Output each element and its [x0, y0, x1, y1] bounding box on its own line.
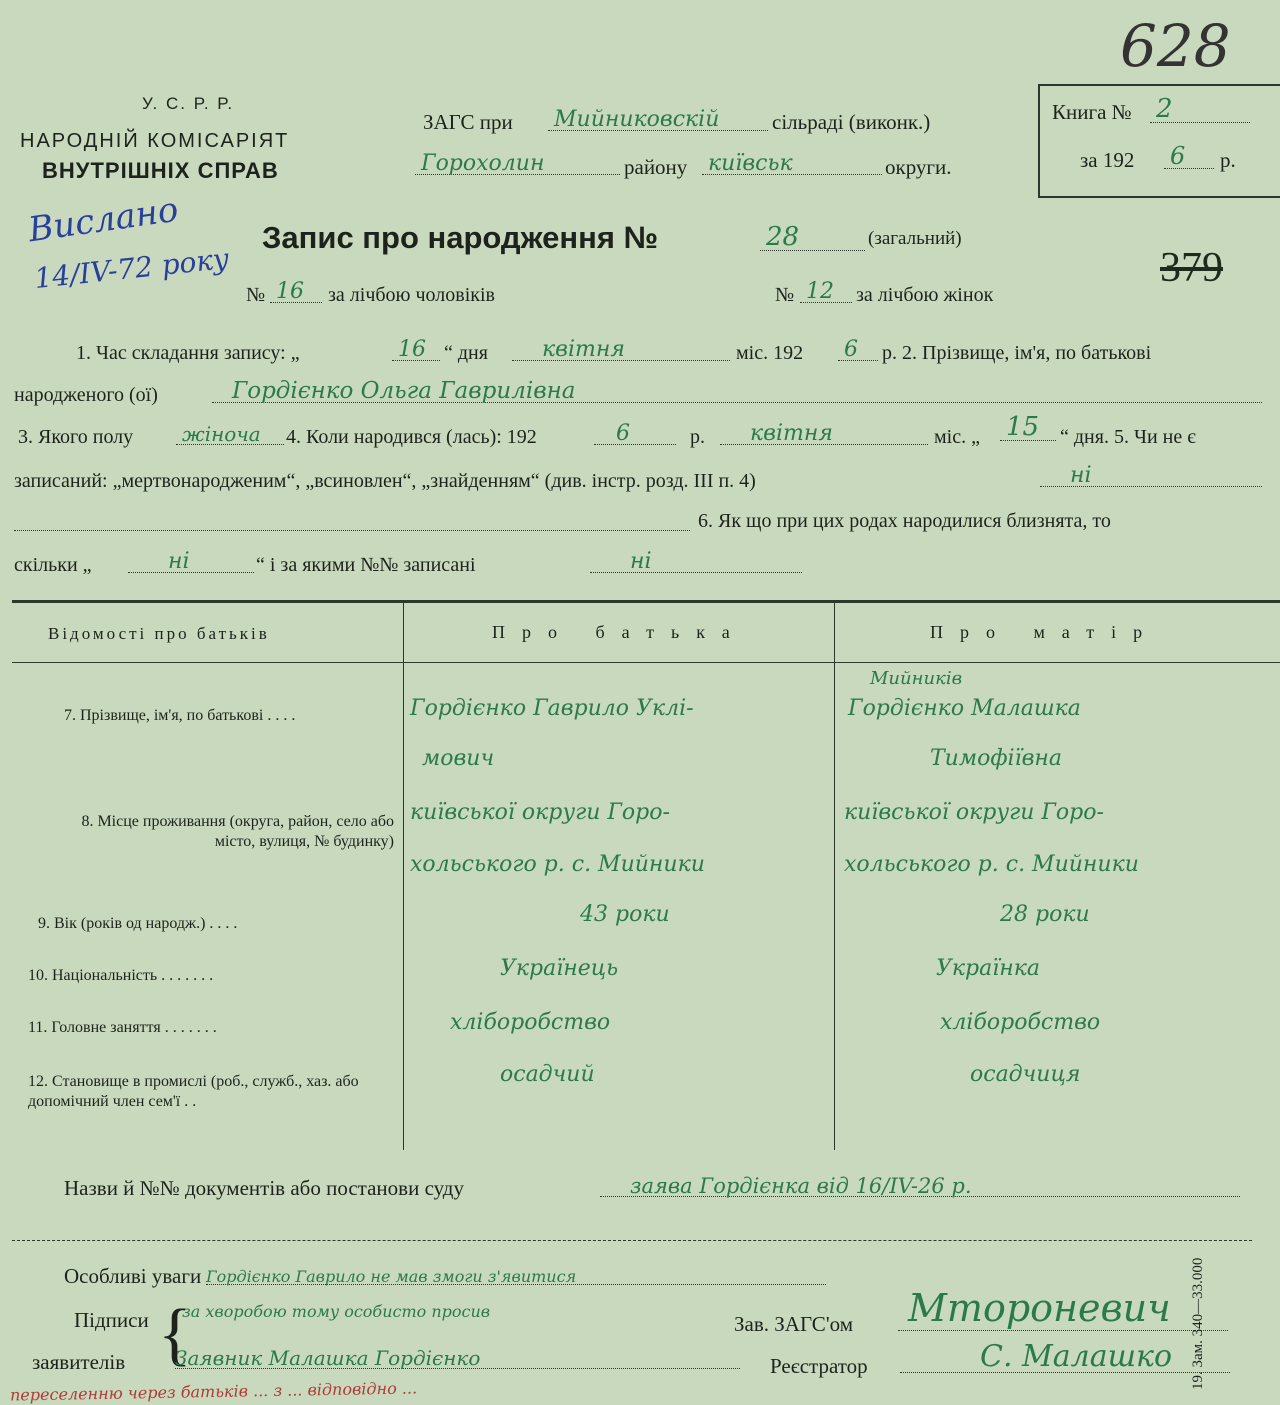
okruha-field	[702, 148, 882, 175]
table-col2-rule	[834, 600, 835, 1150]
district-label: району	[624, 155, 688, 179]
row-label-nationality: 10. Національність . . . . . . .	[28, 967, 214, 984]
book-number-value: 2	[1156, 94, 1173, 124]
head-sig-field	[898, 1286, 1228, 1331]
l3-year-value: 6	[616, 421, 630, 446]
father-residence-1: київської округи Горо-	[410, 800, 670, 825]
l3-day-value: 15	[1006, 412, 1040, 442]
father-status: осадчий	[500, 1062, 595, 1087]
row-label-age: 9. Вік (років од народж.) . . . .	[38, 915, 238, 932]
l3-sex-field	[176, 418, 284, 445]
l3-sex-value: жіноча	[182, 422, 261, 446]
l6-b: “ і за якими №№ записані	[256, 554, 476, 576]
table-header-father: Про батька	[492, 622, 747, 642]
record-number-value: 28	[766, 222, 800, 252]
documents-rule	[12, 1240, 1252, 1241]
documents-field	[600, 1170, 1240, 1197]
l2-name-field	[212, 376, 1262, 403]
bottom-note: переселенню через батьків ... з ... відповідно ...	[9, 1378, 418, 1405]
l6-value: ні	[168, 549, 190, 574]
okruha-label: округи.	[885, 155, 952, 179]
row-label-name: 7. Прізвище, ім'я, по батькові . . . .	[64, 707, 296, 724]
applicant-sig-field	[175, 1342, 740, 1369]
zags-place-value: Мийниковскій	[554, 107, 720, 132]
row-label-occupation: 11. Головне заняття . . . . . . .	[28, 1019, 217, 1036]
okruha-value: київськ	[708, 151, 793, 176]
mother-status: осадчиця	[970, 1062, 1081, 1087]
commissariat-line2: ВНУТРІШНІХ СПРАВ	[42, 158, 279, 183]
table-top-rule	[12, 600, 1280, 603]
record-number-field	[760, 220, 865, 251]
head-label: Зав. ЗАГС'ом	[734, 1312, 853, 1336]
district-field	[415, 148, 620, 175]
l3-b: 4. Коли народився (лась): 192	[286, 426, 537, 448]
table-header-mother: Про матір	[930, 622, 1160, 642]
book-year-prefix: за 192	[1080, 148, 1135, 172]
l3-month-value: квітня	[750, 421, 833, 446]
row-label-residence: 8. Місце проживання (округа, район, село або місто, вулиця, № будинку)	[81, 813, 394, 850]
table-header-parents: Відомості про батьків	[48, 624, 270, 643]
l6-value-field	[128, 546, 254, 573]
mother-nationality: Українка	[936, 956, 1041, 981]
l1-b: “ дня	[444, 342, 488, 364]
zags-place-field	[548, 104, 768, 131]
book-number-field	[1150, 96, 1250, 123]
l2-name-value: Гордієнко Ольга Гаврилівна	[232, 378, 576, 404]
zags-prefix: ЗАГС при	[423, 110, 513, 134]
l1-month-field	[512, 334, 730, 361]
documents-value: заява Гордієнка від 16/IV-26 р.	[630, 1174, 972, 1198]
l3-e: “ дня. 5. Чи не є	[1060, 426, 1196, 448]
notes-field-1	[206, 1258, 826, 1285]
sent-note-line2: 14/IV-72 року	[32, 241, 231, 296]
father-occupation: хліборобство	[450, 1010, 611, 1035]
corner-number: 379	[1160, 245, 1223, 291]
mother-residence-2: хольського р. с. Мийники	[844, 852, 1139, 877]
l1-c: міс. 192	[736, 342, 804, 364]
l1-d: р. 2. Прізвище, ім'я, по батькові	[882, 342, 1152, 364]
l2-a: народженого (ої)	[14, 384, 158, 406]
registrar-sig-field	[900, 1339, 1230, 1374]
l1-year-value: 6	[844, 337, 858, 362]
mother-occupation: хліборобство	[940, 1010, 1101, 1035]
l3-d: міс. „	[934, 426, 980, 448]
registrar-label: Реєстратор	[770, 1354, 868, 1378]
page-title: Запис про народження №	[262, 220, 659, 255]
l6-a: скільки „	[14, 554, 92, 576]
title-suffix: (загальний)	[868, 228, 962, 249]
men-count-label: за лічбою чоловіків	[328, 284, 495, 306]
book-box	[1038, 84, 1280, 198]
book-year-suffix: р.	[1220, 148, 1236, 172]
book-year-value: 6	[1170, 142, 1186, 170]
l6-value2: ні	[630, 549, 652, 574]
applicants-label: заявителів	[32, 1350, 126, 1374]
l5-a: 6. Як що при цих родах народилися близнята, то	[698, 510, 1111, 532]
father-nationality: Українець	[500, 956, 619, 981]
applicant-signature: Заявник Малашка Гордієнко	[175, 1346, 481, 1370]
l3-c: р.	[690, 426, 705, 448]
registrar-signature: С. Малашко	[980, 1339, 1173, 1374]
l3-year-field	[594, 418, 676, 445]
table-col1-rule	[403, 600, 404, 1150]
table-header-rule	[12, 662, 1280, 663]
sent-note-line1: Вислано	[25, 189, 181, 251]
men-count-value: 16	[276, 279, 304, 304]
women-count-value: 12	[806, 279, 834, 304]
l1-year-field	[838, 334, 878, 361]
notes-line1: Гордієнко Гаврило не мав змоги з'явитися	[206, 1267, 577, 1286]
signatures-label: Підписи	[74, 1308, 149, 1332]
mother-age: 28 роки	[1000, 902, 1090, 927]
l4-value-field	[1040, 460, 1262, 487]
l4-a: записаний: „мертвонародженим“, „всиновлен“, „знайденням“ (див. інстр. розд. III п. 4)	[14, 470, 756, 492]
l6-value2-field	[590, 546, 802, 573]
documents-label: Назви й №№ документів або постанови суду	[64, 1176, 464, 1200]
l3-a: 3. Якого полу	[18, 426, 134, 448]
zags-suffix: сільраді (виконк.)	[772, 110, 931, 134]
l5-blank-field	[14, 504, 690, 531]
signatures-brace: {	[158, 1296, 192, 1373]
women-count-field	[800, 276, 852, 303]
notes-line2: за хворобою тому особисто просив	[182, 1302, 491, 1321]
l1-day-field	[392, 334, 440, 361]
l1-a: 1. Час складання запису: „	[76, 342, 300, 364]
book-year-field	[1164, 142, 1214, 169]
father-name-2: мович	[422, 746, 495, 771]
republic-label: У. С. Р. Р.	[142, 94, 235, 113]
mother-name-2: Тимофіївна	[930, 746, 1063, 771]
l1-day-value: 16	[398, 337, 426, 362]
l1-month-value: квітня	[542, 337, 625, 362]
notes-label: Особливі уваги	[64, 1264, 202, 1288]
printer-mark: 19. Зам. 340—33.000	[1190, 1257, 1206, 1390]
book-label: Книга №	[1052, 100, 1132, 124]
men-count-prefix: №	[246, 284, 266, 306]
mother-residence-1: київської округи Горо-	[844, 800, 1104, 825]
father-name-1: Гордієнко Гаврило Уклі-	[410, 696, 694, 721]
mother-name-0: Мийників	[870, 668, 963, 689]
l4-value: ні	[1070, 463, 1092, 488]
commissariat-line1: НАРОДНІЙ КОМІСАРІЯТ	[20, 130, 290, 152]
father-residence-2: хольського р. с. Мийники	[410, 852, 705, 877]
men-count-field	[270, 276, 322, 303]
father-age: 43 роки	[580, 902, 670, 927]
head-signature: Мтороневич	[908, 1286, 1171, 1330]
women-count-label: за лічбою жінок	[856, 284, 994, 306]
district-value: Горохолин	[421, 151, 545, 176]
l3-day-field	[1000, 414, 1056, 441]
archive-number: 628	[1120, 12, 1231, 80]
mother-name-1: Гордієнко Малашка	[848, 696, 1081, 721]
l3-month-field	[720, 418, 928, 445]
row-label-status: 12. Становище в промислі (роб., служб., хаз. або допомічний член сем'ї . .	[28, 1073, 359, 1110]
women-count-prefix: №	[775, 284, 795, 306]
